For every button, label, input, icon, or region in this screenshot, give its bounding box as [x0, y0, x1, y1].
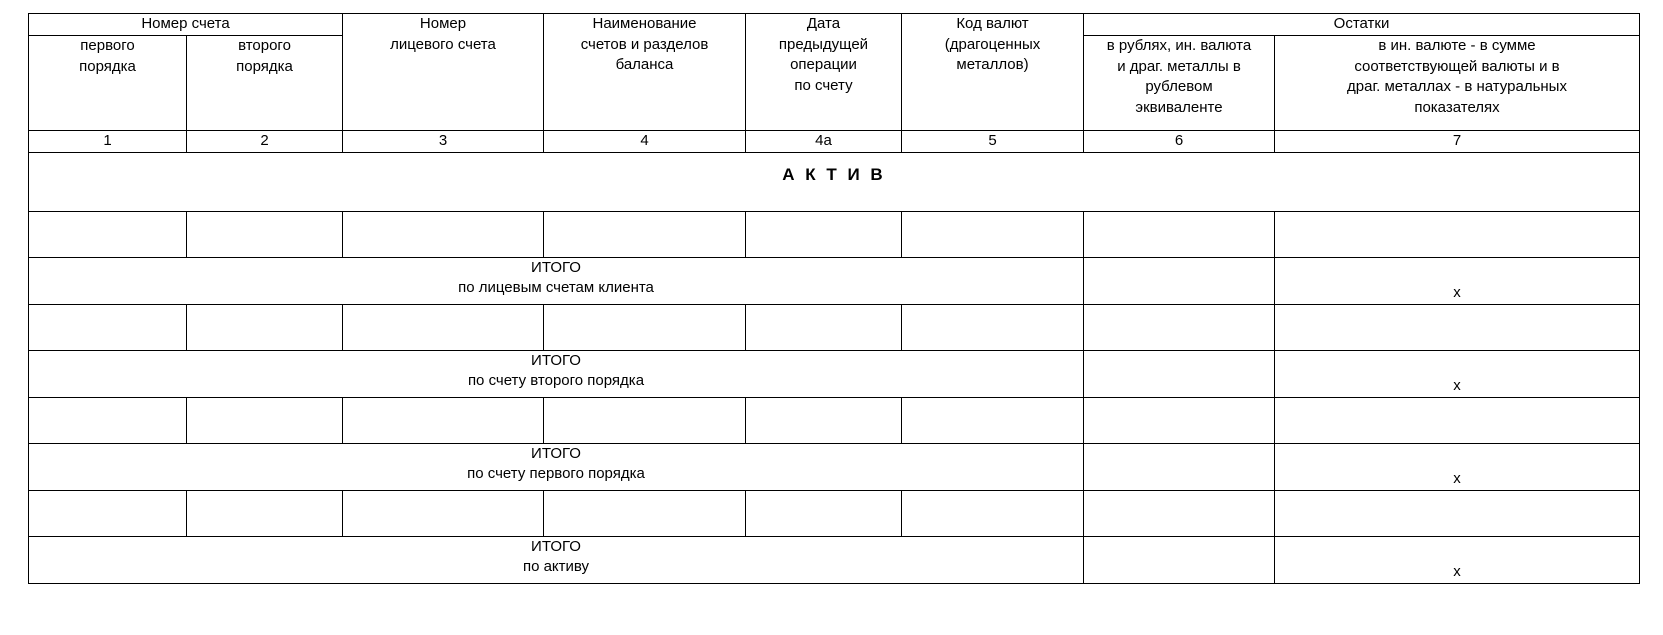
column-number: 2	[187, 131, 343, 153]
total-rub-cell	[1084, 257, 1275, 304]
entry-cell	[343, 397, 544, 443]
entry-cell	[902, 397, 1084, 443]
entry-cell	[1084, 397, 1275, 443]
header-second-order: второго порядка	[187, 36, 343, 131]
total-row	[29, 350, 1640, 397]
total-fx-mark: х	[1275, 443, 1640, 490]
total-fx-mark: х	[1275, 257, 1640, 304]
entry-cell	[343, 211, 544, 257]
entry-cell	[1275, 211, 1640, 257]
entry-cell	[746, 397, 902, 443]
entry-cell	[29, 304, 187, 350]
total-label: ИТОГО по счету первого порядка	[29, 443, 1084, 490]
total-rub-cell	[1084, 536, 1275, 583]
column-number: 6	[1084, 131, 1275, 153]
section-row	[29, 152, 1640, 211]
balance-ledger-table	[28, 13, 1640, 584]
entry-cell	[29, 211, 187, 257]
blank-entry-row	[29, 304, 1640, 350]
entry-cell	[902, 304, 1084, 350]
total-label: ИТОГО по активу	[29, 536, 1084, 583]
entry-cell	[1275, 304, 1640, 350]
column-number: 7	[1275, 131, 1640, 153]
header-row-1	[29, 14, 1640, 36]
entry-cell	[1084, 211, 1275, 257]
total-rub-cell	[1084, 443, 1275, 490]
total-row	[29, 443, 1640, 490]
entry-cell	[746, 211, 902, 257]
entry-cell	[544, 397, 746, 443]
entry-cell	[544, 211, 746, 257]
entry-cell	[343, 490, 544, 536]
header-currency-code: Код валют (драгоценных металлов)	[902, 14, 1084, 131]
total-row	[29, 536, 1640, 583]
header-account-number: Номер счета	[29, 14, 343, 36]
entry-cell	[902, 211, 1084, 257]
total-fx-mark: х	[1275, 350, 1640, 397]
blank-entry-row	[29, 211, 1640, 257]
total-label: ИТОГО по лицевым счетам клиента	[29, 257, 1084, 304]
blank-entry-row	[29, 490, 1640, 536]
header-names: Наименование счетов и разделов баланса	[544, 14, 746, 131]
entry-cell	[1275, 397, 1640, 443]
entry-cell	[544, 304, 746, 350]
column-number: 5	[902, 131, 1084, 153]
section-title: А К Т И В	[29, 152, 1640, 211]
column-number-row	[29, 131, 1640, 153]
header-fx-balance: в ин. валюте - в сумме соответствующей валюты и в драг. металлах - в натуральных показателях	[1275, 36, 1640, 131]
header-rub-balance: в рублях, ин. валюта и драг. металлы в рублевом эквиваленте	[1084, 36, 1275, 131]
header-first-order: первого порядка	[29, 36, 187, 131]
entry-cell	[1275, 490, 1640, 536]
column-number: 3	[343, 131, 544, 153]
total-rub-cell	[1084, 350, 1275, 397]
header-balances: Остатки	[1084, 14, 1640, 36]
header-personal-account: Номер лицевого счета	[343, 14, 544, 131]
header-prev-op-date: Дата предыдущей операции по счету	[746, 14, 902, 131]
entry-cell	[187, 490, 343, 536]
entry-cell	[544, 490, 746, 536]
entry-cell	[187, 304, 343, 350]
total-row	[29, 257, 1640, 304]
entry-cell	[902, 490, 1084, 536]
entry-cell	[343, 304, 544, 350]
total-label: ИТОГО по счету второго порядка	[29, 350, 1084, 397]
entry-cell	[29, 490, 187, 536]
entry-cell	[1084, 490, 1275, 536]
column-number: 1	[29, 131, 187, 153]
blank-entry-row	[29, 397, 1640, 443]
entry-cell	[1084, 304, 1275, 350]
total-fx-mark: х	[1275, 536, 1640, 583]
entry-cell	[29, 397, 187, 443]
entry-cell	[746, 490, 902, 536]
entry-cell	[746, 304, 902, 350]
entry-cell	[187, 211, 343, 257]
column-number: 4а	[746, 131, 902, 153]
column-number: 4	[544, 131, 746, 153]
entry-cell	[187, 397, 343, 443]
